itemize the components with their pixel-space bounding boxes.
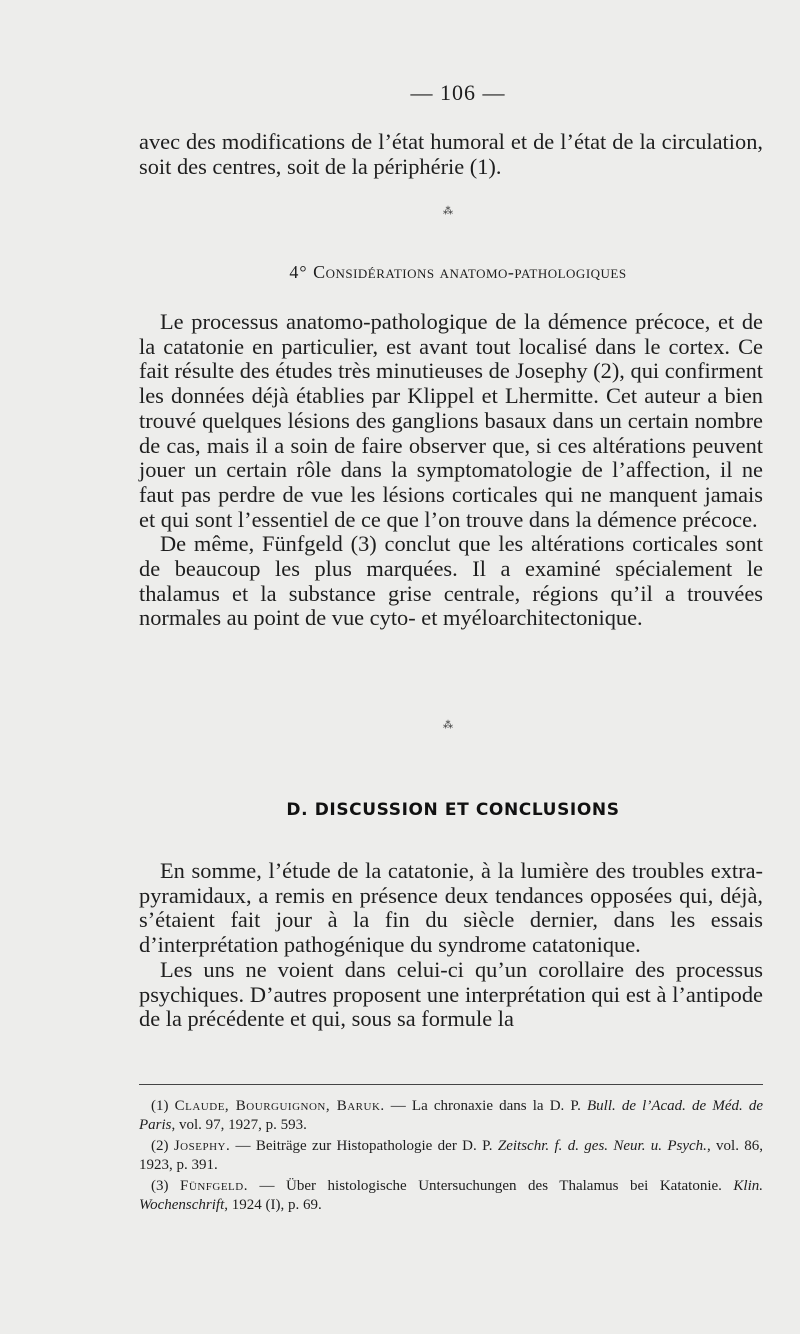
section-4-body: [139, 310, 763, 631]
page-number: — 106 —: [410, 80, 506, 105]
section-4-paragraph-2: De même, Fünfgeld (3) conclut que les altérations corticales sont de beaucoup les plus marquées. Il a examiné spécialement le thalamus et la substance grise centrale, régions qu’il a trouvées normales au point de vue cyto- et myéloarchitectonique.: [139, 531, 763, 631]
footnote-authors: Josephy.: [173, 1138, 231, 1154]
footnote-title: Über histologische Untersuchungen des Thalamus bei Katatonie.: [286, 1178, 722, 1194]
footnote-title: Beiträge zur Histopathologie der D. P.: [255, 1138, 493, 1154]
footnote-details: , 1924 (I), p. 69.: [224, 1197, 322, 1213]
section-4-paragraph-1: Le processus anatomo-pathologique de la démence précoce, et de la catatonie en particulier, est avant tout localisé dans le cortex. Ce fait résulte des études très minutieuses de Josephy (2), qui confirment les données déjà établies par Klippel et Lhermitte. Cet auteur a bien trouvé quelques lésions des ganglions basaux dans un certain nombre de cas, mais il a soin de faire observer que, si ces altérations peuvent jouer un certain rôle dans la symptomatologie de l’affection, il ne faut pas perdre de vue les lésions corticales qui ne manquent jamais et qui sont l’essentiel de ce que l’on trouve dans la démence précoce.: [139, 309, 763, 532]
footnote-1: (1) Claude, Bourguignon, Baruk. — La chronaxie dans la D. P. Bull. de l’Acad. de Méd. de Paris, vol. 97, 1927, p. 593.: [139, 1098, 764, 1133]
footnote-journal: Zeitschr. f. d. ges. Neur. u. Psych.: [497, 1138, 707, 1154]
footnote-authors: Claude, Bourguignon, Baruk.: [174, 1098, 385, 1114]
intro-paragraph: avec des modifications de l’état humoral et de l’état de la circulation, soit des centres, soit de la périphérie (1).: [139, 129, 763, 179]
section-d-paragraph-2: Les uns ne voient dans celui-ci qu’un corollaire des processus psychiques. D’autres proposent une interprétation qui est à l’antipode de la précédente et qui, sous sa formule la: [139, 956, 763, 1032]
section-4-number: 4°: [289, 262, 308, 282]
footnote-mark: (2): [151, 1138, 169, 1154]
section-4-heading: Considérations anatomo-pathologiques: [313, 262, 627, 282]
intro-text: [139, 130, 763, 179]
asterism-separator-2: ⁂: [443, 720, 453, 731]
footnote-mark: (3): [151, 1178, 169, 1194]
footnote-details: , vol. 86, 1923, p. 391.: [139, 1138, 764, 1173]
section-d-heading: D. DISCUSSION ET CONCLUSIONS: [286, 800, 620, 820]
section-4-title: [0, 262, 800, 283]
footnote-3: (3) Fünfgeld. — Über histologische Untersuchungen des Thalamus bei Katatonie. Klin. Wochenschrift, 1924 (I), p. 69.: [139, 1178, 764, 1213]
footnote-mark: (1): [151, 1098, 169, 1114]
footnotes: [139, 1097, 763, 1217]
footnote-2: (2) Josephy. — Beiträge zur Histopathologie der D. P. Zeitschr. f. d. ges. Neur. u. Psych., vol. 86, 1923, p. 391.: [139, 1138, 764, 1173]
footnote-authors: Fünfgeld.: [180, 1178, 248, 1194]
footnote-journal: Bull. de l’Acad. de Méd. de Paris: [139, 1098, 764, 1133]
footnote-divider: [139, 1084, 763, 1085]
footnote-details: , vol. 97, 1927, p. 593.: [171, 1117, 307, 1133]
section-d-body: [139, 859, 763, 1032]
footnote-journal: Klin. Wochenschrift: [139, 1178, 764, 1213]
section-d-paragraph-1: En somme, l’étude de la catatonie, à la lumière des troubles extra-pyramidaux, a remis en présence deux tendances opposées qui, déjà, s’étaient fait jour à la fin du siècle dernier, dans les essais d’interprétation pathogénique du syndrome catatonique.: [139, 858, 763, 958]
asterism-separator-1: ⁂: [443, 206, 453, 217]
footnote-title: La chronaxie dans la D. P.: [411, 1098, 581, 1114]
